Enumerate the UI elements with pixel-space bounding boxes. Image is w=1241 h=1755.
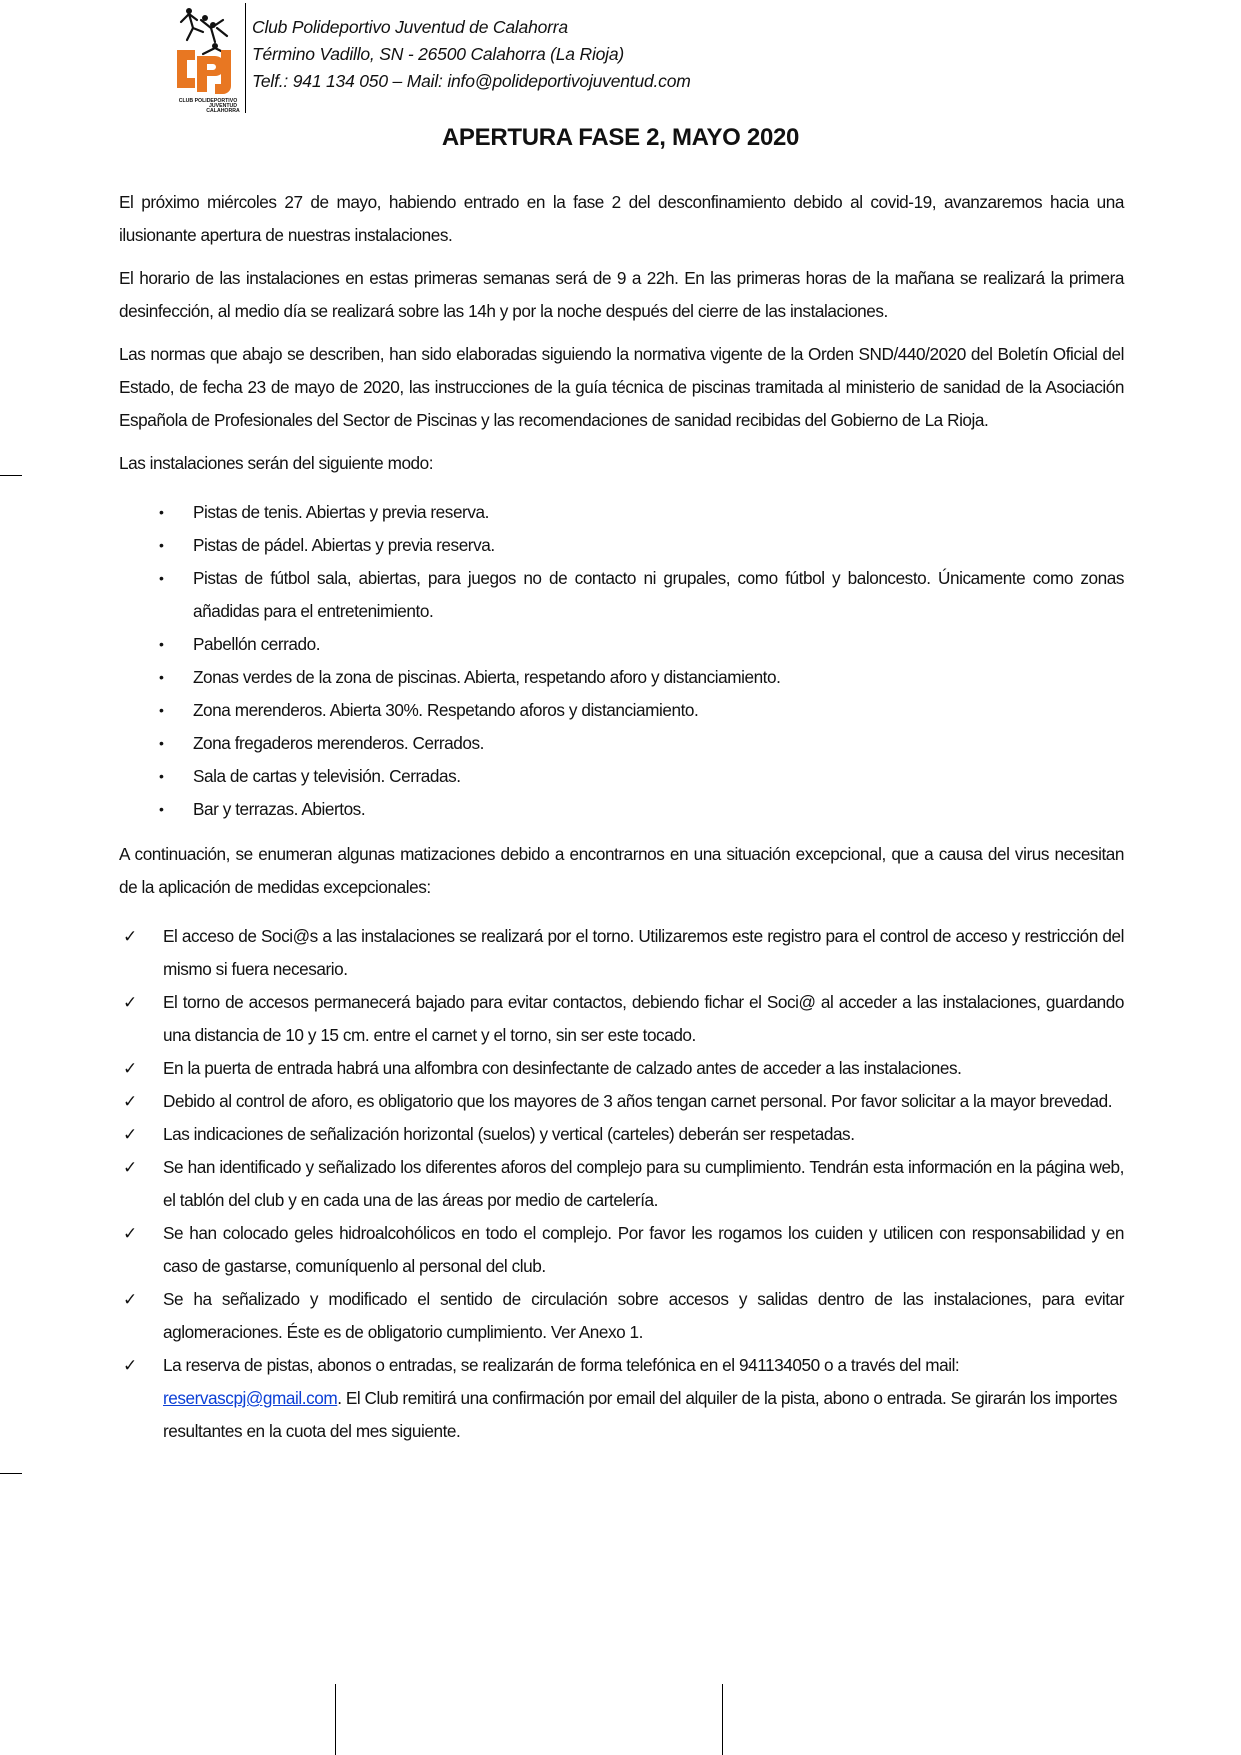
club-contact: Telf.: 941 134 050 – Mail: info@polideportivojuventud.com — [252, 71, 691, 91]
margin-mark — [0, 475, 22, 476]
cpj-logo-icon — [175, 6, 241, 114]
list-item: ✓ Se ha señalizado y modificado el sentido de circulación sobre accesos y salidas dentro de las instalaciones, para evitar aglomeraciones. Éste es de obligatorio cumplimiento. Ver Anexo 1. — [119, 1283, 1124, 1349]
checkmark-icon: ✓ — [123, 927, 137, 946]
list-item: • Sala de cartas y televisión. Cerradas. — [119, 760, 1124, 793]
header-divider — [245, 3, 246, 113]
bullet-icon: • — [159, 669, 164, 685]
checkmark-icon: ✓ — [123, 993, 137, 1012]
list-item: ✓ Se han colocado geles hidroalcohólicos en todo el complejo. Por favor les rogamos los cuiden y utilicen con responsabilidad y en caso de gastarse, comuníquenlo al personal del club. — [119, 1217, 1124, 1283]
regulations-paragraph: Las normas que abajo se describen, han sido elaboradas siguiendo la normativa vigente de la Orden SND/440/2020 del Boletín Oficial del Estado, de fecha 23 de mayo de 2020, las instrucciones de la guía técnica de piscinas tramitada al ministerio de sanidad de la Asociación Española de Profesionales del Sector de Piscinas y las recomendaciones de sanidad recibidas del Gobierno de La Rioja. — [119, 344, 1124, 430]
list-item: • Pistas de pádel. Abiertas y previa reserva. — [119, 529, 1124, 562]
bullet-icon: • — [159, 801, 164, 817]
bullet-icon: • — [159, 504, 164, 520]
checkmark-icon: ✓ — [123, 1224, 137, 1243]
facilities-list — [119, 496, 1124, 826]
list-item: • Pabellón cerrado. — [119, 628, 1124, 661]
footer-divider — [722, 1684, 723, 1755]
checkmark-icon: ✓ — [123, 1158, 137, 1177]
club-logo — [175, 6, 241, 114]
list-item: • Zona fregaderos merenderos. Cerrados. — [119, 727, 1124, 760]
facilities-intro: Las instalaciones serán del siguiente modo: — [119, 453, 434, 473]
list-item: ✓ El torno de accesos permanecerá bajado para evitar contactos, debiendo fichar el Soci@ al acceder a las instalaciones, guardando una distancia de 10 y 15 cm. entre el carnet y el torno, sin ser este tocado. — [119, 986, 1124, 1052]
measures-intro: A continuación, se enumeran algunas matizaciones debido a encontrarnos en una situación excepcional, que a causa del virus necesitan de la aplicación de medidas excepcionales: — [119, 844, 1124, 897]
bullet-icon: • — [159, 768, 164, 784]
list-item: • Pistas de tenis. Abiertas y previa reserva. — [119, 496, 1124, 529]
page-title: APERTURA FASE 2, MAYO 2020 — [441, 124, 800, 151]
svg-text:CLUB POLIDEPORTIVO: CLUB POLIDEPORTIVO — [178, 98, 238, 104]
list-item: ✓ Debido al control de aforo, es obligatorio que los mayores de 3 años tengan carnet personal. Por favor solicitar a la mayor brevedad. — [119, 1085, 1124, 1118]
svg-text:CALAHORRA: CALAHORRA — [206, 108, 240, 114]
club-name: Club Polideportivo Juventud de Calahorra — [252, 17, 568, 37]
list-item: ✓ Se han identificado y señalizado los diferentes aforos del complejo para su cumplimiento. Tendrán esta información en la página web, el tablón del club y en cada una de las áreas por medio de cartelería. — [119, 1151, 1124, 1217]
list-item: • Zona merenderos. Abierta 30%. Respetando aforos y distanciamiento. — [119, 694, 1124, 727]
list-item: • Zonas verdes de la zona de piscinas. Abierta, respetando aforo y distanciamiento. — [119, 661, 1124, 694]
footer-divider — [335, 1684, 336, 1755]
checkmark-icon: ✓ — [123, 1290, 137, 1309]
club-contact-block — [252, 14, 691, 95]
checkmark-icon: ✓ — [123, 1356, 137, 1375]
list-item: • Pistas de fútbol sala, abiertas, para juegos no de contacto ni grupales, como fútbol y baloncesto. Únicamente como zonas añadidas para el entretenimiento. — [119, 562, 1124, 628]
schedule-paragraph: El horario de las instalaciones en estas primeras semanas será de 9 a 22h. En las primeras horas de la mañana se realizará la primera desinfección, al medio día se realizará sobre las 14h y por la noche después del cierre de las instalaciones. — [119, 268, 1124, 321]
bullet-icon: • — [159, 636, 164, 652]
checkmark-icon: ✓ — [123, 1125, 137, 1144]
list-item: ✓ La reserva de pistas, abonos o entradas, se realizarán de forma telefónica en el 941134050 o a través del mail: reservascpj@gmail.com. El Club remitirá una confirmación por email del alquiler de la pista, abono o entrada. Se girarán los importes resultantes en la cuota del mes siguiente. — [119, 1349, 1124, 1448]
checkmark-icon: ✓ — [123, 1059, 137, 1078]
list-item: ✓ El acceso de Soci@s a las instalaciones se realizará por el torno. Utilizaremos este registro para el control de acceso y restricción del mismo si fuera necesario. — [119, 920, 1124, 986]
bullet-icon: • — [159, 702, 164, 718]
document-body — [119, 186, 1124, 1448]
measures-list — [119, 920, 1124, 1448]
margin-mark — [0, 1473, 22, 1474]
bullet-icon: • — [159, 735, 164, 751]
bullet-icon: • — [159, 537, 164, 553]
club-address: Término Vadillo, SN - 26500 Calahorra (La Rioja) — [252, 44, 625, 64]
svg-text:JUVENTUD: JUVENTUD — [209, 103, 237, 109]
list-item: ✓ En la puerta de entrada habrá una alfombra con desinfectante de calzado antes de acceder a las instalaciones. — [119, 1052, 1124, 1085]
list-item: ✓ Las indicaciones de señalización horizontal (suelos) y vertical (carteles) deberán ser respetadas. — [119, 1118, 1124, 1151]
intro-paragraph: El próximo miércoles 27 de mayo, habiendo entrado en la fase 2 del desconfinamiento debido al covid-19, avanzaremos hacia una ilusionante apertura de nuestras instalaciones. — [119, 192, 1124, 245]
reservation-email-link[interactable]: reservascpj@gmail.com — [163, 1388, 338, 1408]
checkmark-icon: ✓ — [123, 1092, 137, 1111]
list-item: • Bar y terrazas. Abiertos. — [119, 793, 1124, 826]
bullet-icon: • — [159, 570, 164, 586]
